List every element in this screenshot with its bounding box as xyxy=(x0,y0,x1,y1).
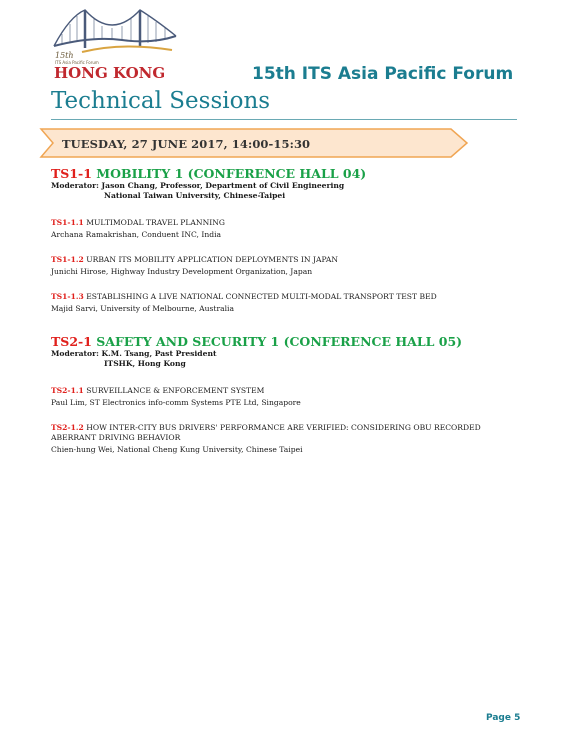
title-divider xyxy=(51,119,517,120)
session-moderator xyxy=(51,181,344,201)
paper-author: Paul Lim, ST Electronics info-comm Systems PTE Ltd, Singapore xyxy=(51,398,301,407)
forum-logo xyxy=(52,6,177,82)
forum-title: 15th ITS Asia Pacific Forum xyxy=(252,64,514,84)
session-moderator xyxy=(51,349,216,369)
paper-entry xyxy=(51,292,501,314)
paper-title xyxy=(51,423,496,443)
page-title: Technical Sessions xyxy=(51,88,271,114)
moderator-line: Moderator: Jason Chang, Professor, Department of Civil Engineering xyxy=(51,181,345,190)
paper-code: TS1-1.3 xyxy=(51,292,84,301)
session-heading xyxy=(51,166,366,181)
paper-code: TS1-1.1 xyxy=(51,218,84,227)
session-name: SAFETY AND SECURITY 1 (CONFERENCE HALL 05) xyxy=(96,334,463,349)
svg-text:HONG KONG: HONG KONG xyxy=(54,64,166,82)
session-code: TS1-1 xyxy=(51,166,92,181)
paper-title-text: SURVEILLANCE & ENFORCEMENT SYSTEM xyxy=(86,386,265,395)
paper-title xyxy=(51,218,501,228)
paper-title xyxy=(51,255,501,265)
svg-text:15th: 15th xyxy=(55,51,74,60)
paper-title xyxy=(51,292,501,302)
paper-title-text: ESTABLISHING A LIVE NATIONAL CONNECTED MULTI-MODAL TRANSPORT TEST BED xyxy=(86,292,437,301)
paper-author: Archana Ramakrishan, Conduent INC, India xyxy=(51,230,222,239)
paper-title xyxy=(51,386,501,396)
paper-author: Junichi Hirose, Highway Industry Development Organization, Japan xyxy=(51,267,313,276)
paper-entry xyxy=(51,423,496,455)
moderator-line: Moderator: K.M. Tsang, Past President xyxy=(51,349,217,358)
day-banner-text: TUESDAY, 27 JUNE 2017, 14:00-15:30 xyxy=(62,137,311,151)
paper-title-text: HOW INTER-CITY BUS DRIVERS' PERFORMANCE ARE VERIFIED: CONSIDERING OBU RECORDED ABERRANT DRIVING BEHAVIOR xyxy=(51,423,481,442)
paper-entry xyxy=(51,255,501,277)
session-heading xyxy=(51,334,462,349)
moderator-affiliation: ITSHK, Hong Kong xyxy=(104,359,186,368)
paper-code: TS2-1.1 xyxy=(51,386,84,395)
paper-author: Majid Sarvi, University of Melbourne, Australia xyxy=(51,304,235,313)
paper-title-text: URBAN ITS MOBILITY APPLICATION DEPLOYMENTS IN JAPAN xyxy=(86,255,339,264)
paper-entry xyxy=(51,218,501,240)
bridge-logo-icon xyxy=(52,6,177,82)
page-number: Page 5 xyxy=(486,713,521,723)
paper-code: TS1-1.2 xyxy=(51,255,84,264)
paper-title-text: MULTIMODAL TRAVEL PLANNING xyxy=(86,218,225,227)
moderator-affiliation: National Taiwan University, Chinese-Taipei xyxy=(104,191,286,200)
svg-text:ITS Asia Pacific Forum: ITS Asia Pacific Forum xyxy=(55,60,99,65)
paper-code: TS2-1.2 xyxy=(51,423,84,432)
paper-entry xyxy=(51,386,501,408)
session-name: MOBILITY 1 (CONFERENCE HALL 04) xyxy=(96,166,367,181)
paper-author: Chien-hung Wei, National Cheng Kung University, Chinese Taipei xyxy=(51,445,303,454)
session-code: TS2-1 xyxy=(51,334,92,349)
